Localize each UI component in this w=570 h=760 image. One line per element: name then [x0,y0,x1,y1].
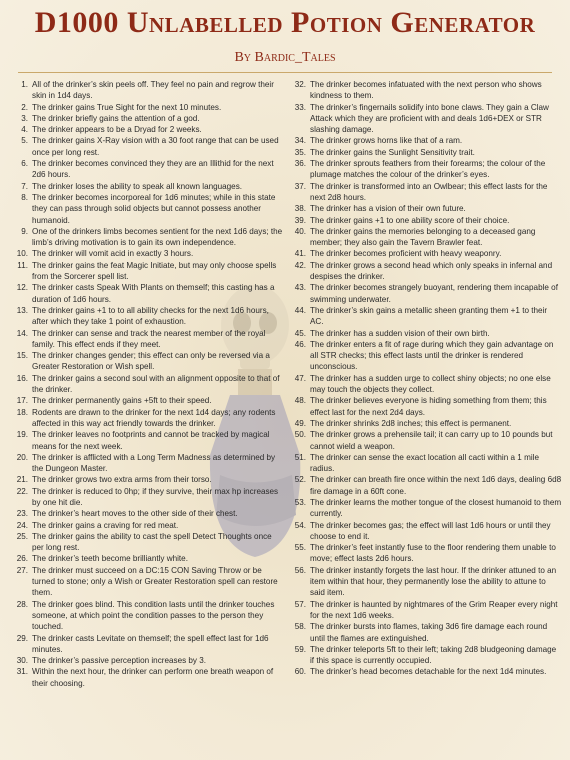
entry-number: 54. [294,520,306,530]
entry-text: The drinker’s skin gains a metallic sheen granting them +1 to their AC. [310,305,548,327]
entry-text: The drinker grows horns like that of a ram. [310,136,463,146]
entry-number: 21. [16,475,28,485]
entry-number: 26. [16,554,28,564]
entry-number: 18. [16,407,28,417]
title-divider [18,72,552,73]
potion-entry [290,542,562,565]
entry-text: The drinker loses the ability to speak all known languages. [32,181,243,191]
entry-number: 23. [16,509,28,519]
entry-number: 53. [294,497,306,507]
potion-entry [12,395,284,406]
entry-text: The drinker has a vision of their own future. [310,204,466,214]
entry-text: The drinker becomes convinced they they are an Illithid for the next 2d6 hours. [32,159,274,180]
entry-text: The drinker casts Speak With Plants on themself; this casting has a duration of 1d6 hours. [32,283,275,304]
entry-text: The drinker’s heart moves to the other side of their chest. [32,509,238,519]
entry-number: 58. [294,622,306,632]
entry-number: 42. [294,260,306,270]
potion-entry [12,135,284,158]
entry-number: 60. [294,667,306,677]
entry-text: The drinker can sense and track the nearest member of the royal family. This effect ends if they meet. [32,328,266,349]
entry-text: The drinker goes blind. This condition lasts until the drinker touches someone, at which point the condition passes to the person they touched. [32,599,275,632]
potion-entry [12,102,284,113]
potion-entry [290,248,562,259]
potion-entry [290,226,562,249]
potion-entry [290,599,562,622]
entry-number: 52. [294,475,306,485]
entry-number: 46. [294,339,306,349]
entry-number: 50. [294,430,306,440]
potion-entry [290,565,562,599]
potion-list-left-column [12,79,284,689]
potion-entry [12,452,284,475]
entry-text: The drinker has a sudden urge to collect shiny objects; no one else may touch the objects they collect. [310,373,551,395]
potion-entry [12,305,284,328]
entry-text: The drinker instantly forgets the last hour. If the drinker attuned to an item within that hour, they permanently lose the ability to attune to said item. [310,565,557,598]
entry-text: The drinker becomes infatuated with the next person who shows kindness to them. [310,80,542,101]
potion-entry [290,215,562,226]
potion-entry [12,373,284,396]
entry-number: 40. [294,226,306,236]
potion-entry [290,102,562,136]
entry-text: The drinker becomes proficient with heavy weaponry. [310,249,502,259]
potion-entry [12,486,284,509]
entry-number: 38. [294,204,306,214]
entry-text: The drinker becomes gas; the effect will last 1d6 hours or until they choose to end it. [310,520,551,541]
potion-entry [290,203,562,214]
entry-text: The drinker gains X-Ray vision with a 30 foot range that can be used once per long rest. [32,136,279,157]
entry-text: The drinker permanently gains +5ft to their speed. [32,396,212,406]
potion-entry [12,79,284,102]
entry-text: Within the next hour, the drinker can perform one breath weapon of their choosing. [32,667,274,688]
potion-entry [290,79,562,102]
potion-entry [290,158,562,181]
entry-text: One of the drinkers limbs becomes sentient for the next 1d6 days; the limb’s driving motivation is to gain its own independence. [32,226,283,248]
potion-entry [12,520,284,531]
entry-text: The drinker gains the feat Magic Initiate, but may only choose spells from the Sorcerer spell list. [32,260,277,282]
entry-number: 57. [294,599,306,609]
entry-text: The drinker appears to be a Dryad for 2 weeks. [32,125,202,135]
entry-number: 12. [16,283,28,293]
entry-text: The drinker is afflicted with a Long Term Madness as determined by the Dungeon Master. [32,452,276,474]
entry-number: 31. [16,667,28,677]
potion-entry [12,633,284,656]
entry-number: 20. [16,452,28,462]
potion-entry [12,553,284,564]
entry-text: The drinker can breath fire once within the next 1d6 days, dealing 6d8 fire damage in a 60ft cone. [310,475,562,496]
potion-entry [12,181,284,192]
entry-number: 14. [16,328,28,338]
entry-text: The drinker casts Levitate on themself; the spell effect last for 1d6 minutes. [32,633,269,654]
entry-text: The drinker must succeed on a DC:15 CON Saving Throw or be turned to stone; only a Wish or Greater Restoration spell can restore them. [32,565,278,598]
entry-number: 33. [294,102,306,112]
entry-number: 25. [16,531,28,541]
page-title: D1000 Unlabelled Potion Generator [34,6,536,39]
potion-entry [290,373,562,396]
entry-text: The drinker believes everyone is hiding something from them; this effect last for the next 2d4 days. [310,396,547,417]
entry-number: 29. [16,633,28,643]
entry-text: All of the drinker’s skin peels off. They feel no pain and regrow their skin in 1d4 days. [32,80,274,101]
entry-text: The drinker gains the Sunlight Sensitivity trait. [310,147,475,157]
entry-number: 43. [294,283,306,293]
potion-entry [12,350,284,373]
entry-number: 28. [16,599,28,609]
potion-entry [290,644,562,667]
potion-entry [12,248,284,259]
entry-number: 3. [21,113,28,123]
potion-entry [290,497,562,520]
potion-entry [12,113,284,124]
entry-text: The drinker grows two extra arms from their torso. [32,475,212,485]
potion-entry [12,282,284,305]
potion-entry [12,474,284,485]
entry-number: 15. [16,351,28,361]
entry-number: 37. [294,181,306,191]
potion-entry [12,565,284,599]
author-byline: By Bardic_Tales [234,50,336,65]
potion-entry [290,282,562,305]
entry-text: The drinker is haunted by nightmares of the Grim Reaper every night for the next 1d6 weeks. [310,599,558,620]
entry-text: The drinker gains +1 to one ability score of their choice. [310,215,510,225]
entry-number: 36. [294,159,306,169]
potion-entry [12,158,284,181]
potion-entry [290,135,562,146]
entry-text: The drinker gains the ability to cast the spell Detect Thoughts once per long rest. [32,531,272,553]
entry-number: 19. [16,430,28,440]
potion-entry [12,429,284,452]
entry-text: The drinker gains +1 to to all ability checks for the next 1d6 hours, after which they take 1 point of exhaustion. [32,305,269,327]
entry-text: The drinker leaves no footprints and cannot be tracked by magical means for the next week. [32,430,270,451]
entry-number: 5. [21,136,28,146]
potion-entry [290,520,562,543]
entry-text: The drinker changes gender; this effect can only be reversed via a Greater Restoration or Wish spell. [32,351,270,372]
entry-text: Rodents are drawn to the drinker for the next 1d4 days; any rodents affected in this way act friendly towards the drinker. [32,407,276,428]
entry-text: The drinker gains the memories belonging to a deceased gang member; they also gain the Tavern Brawler feat. [310,226,536,248]
entry-text: The drinker gains a second soul with an alignment opposite to that of the drinker. [32,373,280,395]
entry-number: 11. [17,260,28,270]
entry-text: The drinker’s fingernails solidify into bone claws. They gain a Claw Attack which they are proficient with and deals 1d6+DEX or STR slashing damage. [310,102,549,135]
entry-number: 47. [294,373,306,383]
entry-number: 16. [16,373,28,383]
entry-text: The drinker sprouts feathers from their forearms; the colour of the plumage matches the colour of the drinker’s eyes. [310,159,546,180]
entry-text: The drinker will vomit acid in exactly 3 hours. [32,249,194,259]
entry-number: 17. [16,396,28,406]
entry-number: 9. [21,226,28,236]
entry-text: The drinker becomes incorporeal for 1d6 minutes; while in this state they can pass through solid objects but cannot possess another humanoid. [32,192,276,225]
potion-entry [290,339,562,373]
potion-entry [12,124,284,135]
entry-text: The drinker’s head becomes detachable for the next 1d4 minutes. [310,667,547,677]
entry-text: The drinker becomes strangely buoyant, rendering them incapable of swimming underwater. [310,283,558,304]
entry-number: 44. [294,305,306,315]
entry-text: The drinker’s feet instantly fuse to the floor rendering them unable to move; effect lasts 2d6 hours. [310,543,556,564]
potion-entry [12,328,284,351]
entry-text: The drinker has a sudden vision of their own birth. [310,328,490,338]
potion-entry [12,666,284,689]
entry-number: 32. [294,80,306,89]
entry-text: The drinker’s teeth become brilliantly white. [32,554,188,564]
entry-number: 45. [294,328,306,338]
potion-entry [290,328,562,339]
potion-entry [290,260,562,283]
entry-number: 1. [21,80,28,89]
entry-number: 8. [21,192,28,202]
potion-entry [12,260,284,283]
potion-entry [12,655,284,666]
potion-entry [290,621,562,644]
entry-text: The drinker gains a craving for red meat. [32,520,179,530]
entry-number: 10. [16,249,28,259]
potion-entry [12,508,284,519]
entry-number: 41. [294,249,306,259]
entry-number: 13. [16,305,28,315]
entry-text: The drinker is transformed into an Owlbear; this effect lasts for the next 2d8 hours. [310,181,548,202]
potion-entry [290,395,562,418]
entry-text: The drinker shrinks 2d8 inches; this effect is permanent. [310,418,512,428]
potion-entry [290,418,562,429]
entry-text: The drinker bursts into flames, taking 3d6 fire damage each round until the flames are extinguished. [310,622,548,643]
entry-number: 4. [21,125,28,135]
entry-text: The drinker grows a prehensile tail; it can carry up to 10 pounds but cannot wield a weapon. [310,430,553,451]
entry-text: The drinker briefly gains the attention of a god. [32,113,200,123]
entry-number: 2. [21,102,28,112]
potion-entry [12,407,284,430]
entry-text: The drinker can sense the exact location all cacti within a 1 mile radius. [310,452,539,474]
potion-list-right-column [290,79,562,678]
entry-number: 27. [16,565,28,575]
entry-number: 48. [294,396,306,406]
entry-number: 59. [294,644,306,654]
entry-text: The drinker is reduced to 0hp; if they survive, their max hp increases by one hit die. [32,486,279,507]
entry-text: The drinker grows a second head which only speaks in infernal and despises the drinker. [310,260,553,282]
entry-number: 6. [21,159,28,169]
entry-number: 55. [294,543,306,553]
potion-entry [12,192,284,226]
potion-entry [290,147,562,158]
potion-entry [290,474,562,497]
potion-entry [12,599,284,633]
potion-entry [290,305,562,328]
entry-number: 35. [294,147,306,157]
entry-number: 49. [294,418,306,428]
entry-number: 7. [21,181,28,191]
entry-number: 30. [16,656,28,666]
entry-number: 34. [294,136,306,146]
potion-entry [12,531,284,554]
entry-number: 39. [294,215,306,225]
entry-number: 24. [16,520,28,530]
potion-entry [290,452,562,475]
potion-entry [290,429,562,452]
entry-text: The drinker teleports 5ft to their left; taking 2d8 bludgeoning damage if this space is currently occupied. [310,644,557,666]
entry-text: The drinker learns the mother tongue of the closest humanoid to them currently. [310,497,562,519]
potion-entry [290,181,562,204]
entry-text: The drinker’s passive perception increases by 3. [32,656,207,666]
potion-entry [290,666,562,677]
entry-number: 51. [294,452,306,462]
entry-text: The drinker enters a fit of rage during which they gain advantage on all STR checks; this effect lasts until the drinker is rendered unconscious. [310,339,554,372]
potion-entry [12,226,284,249]
entry-text: The drinker gains True Sight for the next 10 minutes. [32,102,222,112]
entry-number: 22. [16,486,28,496]
entry-number: 56. [294,565,306,575]
